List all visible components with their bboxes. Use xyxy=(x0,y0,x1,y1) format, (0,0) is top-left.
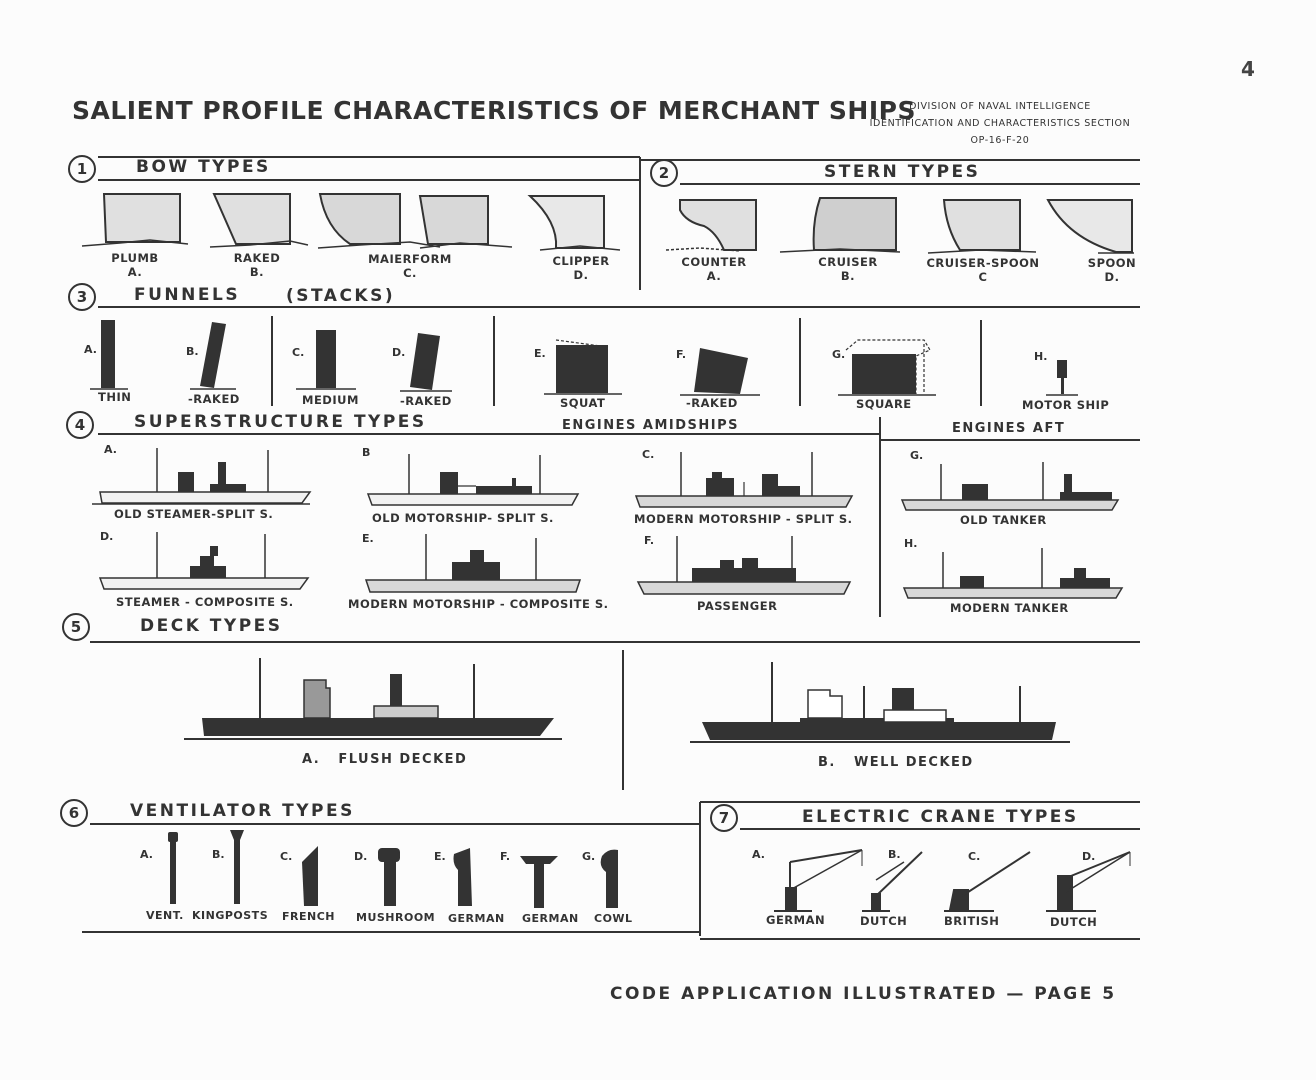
footer-caption: CODE APPLICATION ILLUSTRATED — PAGE 5 xyxy=(610,984,1117,1004)
funnel-letter-h: H. xyxy=(1034,350,1048,363)
bow-label-maierform: MAIERFORM C. xyxy=(368,252,452,280)
bow-plumb-silhouette xyxy=(82,194,188,246)
super-label-modern-tanker: MODERN TANKER xyxy=(950,601,1069,615)
super-letter-h: H. xyxy=(904,537,918,550)
stern-cruiser-spoon-silhouette xyxy=(928,200,1036,253)
section-title-crane: ELECTRIC CRANE TYPES xyxy=(802,807,1079,827)
funnel-label-motor-ship: MOTOR SHIP xyxy=(1022,398,1110,412)
section-number-funnels: 3 xyxy=(68,283,96,311)
crane-letter-b: B. xyxy=(888,848,901,861)
bow-raked-silhouette xyxy=(210,194,308,247)
section-title-stern: STERN TYPES xyxy=(824,162,981,182)
crane-letter-c: C. xyxy=(968,850,981,863)
stern-spoon-silhouette xyxy=(1048,200,1134,253)
funnel-letter-b: B. xyxy=(186,345,199,358)
section-title-deck: DECK TYPES xyxy=(140,616,283,636)
page-number: 4 xyxy=(1241,57,1255,81)
super-label-modern-motorship-composite: MODERN MOTORSHIP - COMPOSITE S. xyxy=(348,597,609,611)
ventilator-silhouettes xyxy=(168,830,618,908)
super-label-old-tanker: OLD TANKER xyxy=(960,513,1047,527)
funnel-letter-e: E. xyxy=(534,347,546,360)
vent-label-cowl: COWL xyxy=(594,912,633,925)
vent-label-german-2: GERMAN xyxy=(522,912,579,925)
super-label-old-steamer: OLD STEAMER-SPLIT S. xyxy=(114,507,274,521)
funnel-label-raked-1: -RAKED xyxy=(188,392,240,406)
stern-label-cruiser-spoon: CRUISER-SPOON C xyxy=(926,256,1040,284)
bow-maierform-silhouette xyxy=(318,194,512,248)
crane-label-dutch-2: DUTCH xyxy=(1050,915,1098,929)
super-label-passenger: PASSENGER xyxy=(697,599,778,613)
super-letter-e: E. xyxy=(362,532,374,545)
crane-letter-a: A. xyxy=(752,848,765,861)
vent-letter-e: E. xyxy=(434,850,446,863)
deck-silhouettes xyxy=(184,658,1070,742)
page-title: SALIENT PROFILE CHARACTERISTICS OF MERCHANT SHIPS xyxy=(72,96,916,125)
vent-label-german-1: GERMAN xyxy=(448,912,505,925)
bow-label-plumb: PLUMB A. xyxy=(111,251,159,279)
vent-label-french: FRENCH xyxy=(282,910,335,923)
stern-label-cruiser: CRUISER B. xyxy=(818,255,878,283)
stern-cruiser-silhouette xyxy=(780,198,900,252)
vent-letter-g: G. xyxy=(582,850,596,863)
bow-label-raked: RAKED B. xyxy=(233,251,281,279)
stern-label-counter: COUNTER A. xyxy=(681,255,747,283)
engines-amidships-label: ENGINES AMIDSHIPS xyxy=(562,418,740,433)
section-number-crane: 7 xyxy=(710,804,738,832)
crane-label-dutch-1: DUTCH xyxy=(860,914,908,928)
crane-label-british: BRITISH xyxy=(944,914,1000,928)
funnel-letter-g: G. xyxy=(832,348,846,361)
bow-label-clipper: CLIPPER D. xyxy=(552,254,610,282)
super-label-steamer-composite: STEAMER - COMPOSITE S. xyxy=(116,595,294,609)
section-number-bow: 1 xyxy=(68,155,96,183)
super-letter-f: F. xyxy=(644,534,655,547)
issuer-line-3: OP-16-F-20 xyxy=(970,135,1030,146)
section-title-bow: BOW TYPES xyxy=(136,157,271,177)
funnel-letter-a: A. xyxy=(84,343,97,356)
section-number-ventilator: 6 xyxy=(60,799,88,827)
issuer-line-1: DIVISION OF NAVAL INTELLIGENCE xyxy=(909,101,1091,112)
section-title-funnels: FUNNELS xyxy=(134,285,241,305)
super-letter-a: A. xyxy=(104,443,117,456)
super-label-old-motorship: OLD MOTORSHIP- SPLIT S. xyxy=(372,511,554,525)
super-letter-d: D. xyxy=(100,530,114,543)
super-letter-g: G. xyxy=(910,449,924,462)
section-title-funnels-suffix: (STACKS) xyxy=(286,286,396,306)
deck-label-flush: A. FLUSH DECKED xyxy=(302,752,468,767)
section-number-superstructure: 4 xyxy=(66,411,94,439)
funnel-letter-f: F. xyxy=(676,348,687,361)
vent-label-kingposts: KINGPOSTS xyxy=(192,909,269,922)
section-title-ventilator: VENTILATOR TYPES xyxy=(130,801,355,821)
funnel-silhouettes xyxy=(90,320,1078,395)
vent-letter-b: B. xyxy=(212,848,225,861)
funnel-label-square: SQUARE xyxy=(856,397,912,411)
engines-aft-label: ENGINES AFT xyxy=(952,421,1066,436)
super-letter-b: B xyxy=(362,446,371,459)
vent-letter-f: F. xyxy=(500,850,511,863)
vent-label-vent: VENT. xyxy=(146,909,184,922)
vent-letter-a: A. xyxy=(140,848,153,861)
crane-silhouettes xyxy=(774,850,1130,911)
funnel-label-thin: THIN xyxy=(98,390,132,404)
deck-label-well: B. WELL DECKED xyxy=(818,755,974,770)
section-title-superstructure: SUPERSTRUCTURE TYPES xyxy=(134,412,427,432)
funnel-letter-c: C. xyxy=(292,346,305,359)
vent-letter-d: D. xyxy=(354,850,368,863)
section-number-stern: 2 xyxy=(650,159,678,187)
super-label-modern-motorship-split: MODERN MOTORSHIP - SPLIT S. xyxy=(634,512,853,526)
funnel-label-medium: MEDIUM xyxy=(302,393,359,407)
crane-letter-d: D. xyxy=(1082,850,1096,863)
stern-counter-silhouette xyxy=(666,200,756,251)
vent-label-mushroom: MUSHROOM xyxy=(356,911,436,924)
crane-label-german: GERMAN xyxy=(766,913,826,927)
super-letter-c: C. xyxy=(642,448,655,461)
bow-clipper-silhouette xyxy=(530,196,620,250)
vent-letter-c: C. xyxy=(280,850,293,863)
funnel-label-raked-2: -RAKED xyxy=(400,394,452,408)
issuer-line-2: IDENTIFICATION AND CHARACTERISTICS SECTION xyxy=(869,118,1131,129)
funnel-label-squat: SQUAT xyxy=(560,396,606,410)
stern-label-spoon: SPOON D. xyxy=(1087,256,1137,284)
section-number-deck: 5 xyxy=(62,613,90,641)
issuer-block xyxy=(858,98,1142,149)
funnel-letter-d: D. xyxy=(392,346,406,359)
funnel-label-raked-3: -RAKED xyxy=(686,396,738,410)
